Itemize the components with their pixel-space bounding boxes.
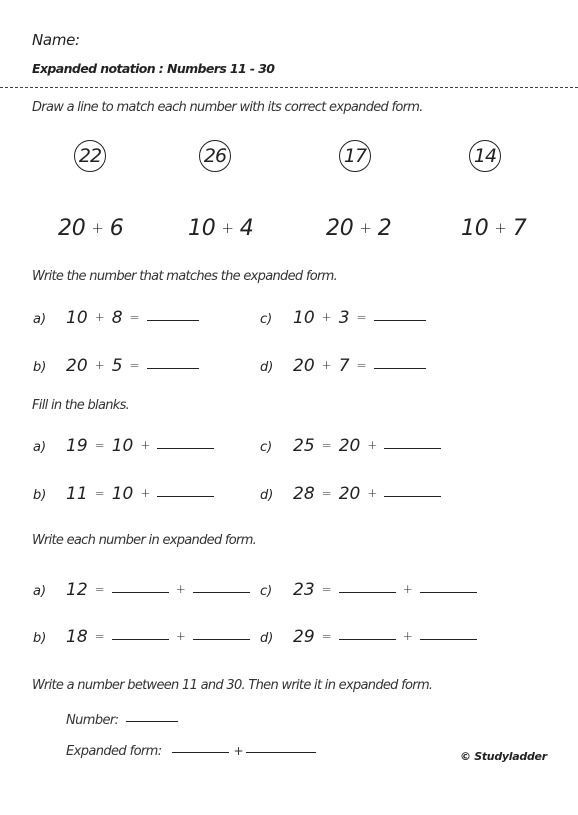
question-row bbox=[260, 308, 426, 328]
number-circle-value: 14 bbox=[473, 145, 497, 167]
plus-sign: + bbox=[221, 219, 234, 237]
question-row bbox=[260, 580, 477, 600]
question-label: b) bbox=[33, 488, 47, 503]
question-row bbox=[33, 356, 199, 376]
equals-sign: = bbox=[321, 486, 332, 500]
question-label: a) bbox=[33, 584, 47, 599]
section4-instruction: Write each number in expanded form. bbox=[32, 533, 257, 548]
expanded-form-option[interactable] bbox=[461, 216, 526, 241]
plus-sign: + bbox=[233, 744, 243, 758]
plus-sign: + bbox=[175, 582, 186, 596]
section1-instruction: Draw a line to match each number with its correct expanded form. bbox=[32, 100, 423, 115]
question-label: d) bbox=[260, 488, 274, 503]
tens-part: 20 bbox=[326, 216, 354, 241]
number-circle-14[interactable] bbox=[469, 140, 501, 172]
tens-value: 10 bbox=[111, 484, 134, 504]
tens-part: 10 bbox=[188, 216, 216, 241]
answer-blank[interactable] bbox=[374, 319, 426, 321]
ones-value: 3 bbox=[338, 308, 350, 328]
dashed-divider bbox=[0, 87, 578, 88]
ones-part: 6 bbox=[109, 216, 124, 241]
equals-sign: = bbox=[94, 486, 105, 500]
equals-sign: = bbox=[94, 582, 105, 596]
plus-sign: + bbox=[140, 438, 151, 452]
equals-sign: = bbox=[356, 310, 367, 324]
plus-sign: + bbox=[359, 219, 372, 237]
plus-sign: + bbox=[140, 486, 151, 500]
ones-blank[interactable] bbox=[193, 591, 250, 593]
section2-instruction: Write the number that matches the expanded form. bbox=[32, 269, 338, 284]
answer-blank[interactable] bbox=[157, 447, 214, 449]
name-label: Name: bbox=[32, 31, 80, 49]
question-row bbox=[260, 484, 441, 504]
ones-part: 7 bbox=[512, 216, 527, 241]
number-circle-26[interactable] bbox=[199, 140, 231, 172]
equals-sign: = bbox=[321, 582, 332, 596]
plus-sign: + bbox=[91, 219, 104, 237]
question-row bbox=[260, 436, 441, 456]
plus-sign: + bbox=[367, 438, 378, 452]
ones-blank[interactable] bbox=[420, 591, 477, 593]
number-circle-value: 17 bbox=[343, 145, 367, 167]
question-label: d) bbox=[260, 631, 274, 646]
number-value: 28 bbox=[293, 484, 315, 504]
section5-instruction: Write a number between 11 and 30. Then write it in expanded form. bbox=[32, 678, 433, 693]
plus-sign: + bbox=[367, 486, 378, 500]
question-row bbox=[33, 627, 250, 647]
plus-sign: + bbox=[321, 358, 332, 372]
question-row bbox=[260, 627, 477, 647]
ones-part: 2 bbox=[377, 216, 392, 241]
number-value: 19 bbox=[66, 436, 88, 456]
answer-blank[interactable] bbox=[147, 319, 199, 321]
expanded-form-option[interactable] bbox=[188, 216, 253, 241]
plus-sign: + bbox=[94, 358, 105, 372]
tens-value: 10 bbox=[111, 436, 134, 456]
ones-blank[interactable] bbox=[193, 638, 250, 640]
equals-sign: = bbox=[94, 629, 105, 643]
answer-blank[interactable] bbox=[157, 495, 214, 497]
question-row bbox=[33, 308, 199, 328]
tens-value: 10 bbox=[293, 308, 315, 328]
tens-value: 10 bbox=[66, 308, 88, 328]
expanded-form-label: Expanded form: bbox=[66, 744, 162, 759]
equals-sign: = bbox=[321, 438, 332, 452]
answer-blank[interactable] bbox=[384, 495, 441, 497]
number-value: 23 bbox=[293, 580, 315, 600]
number-value: 25 bbox=[293, 436, 315, 456]
number-value: 12 bbox=[66, 580, 88, 600]
ones-value: 7 bbox=[338, 356, 350, 376]
ones-value: 8 bbox=[111, 308, 123, 328]
question-label: a) bbox=[33, 312, 47, 327]
answer-blank[interactable] bbox=[147, 367, 199, 369]
equals-sign: = bbox=[356, 358, 367, 372]
plus-sign: + bbox=[175, 629, 186, 643]
tens-blank[interactable] bbox=[339, 638, 396, 640]
tens-value: 20 bbox=[338, 436, 361, 456]
plus-sign: + bbox=[321, 310, 332, 324]
equals-sign: = bbox=[129, 310, 140, 324]
answer-blank[interactable] bbox=[374, 367, 426, 369]
tens-value: 20 bbox=[66, 356, 88, 376]
ones-blank[interactable] bbox=[246, 751, 316, 753]
tens-value: 20 bbox=[338, 484, 361, 504]
question-label: a) bbox=[33, 440, 47, 455]
tens-blank[interactable] bbox=[112, 591, 169, 593]
question-label: c) bbox=[260, 440, 273, 455]
expanded-form-field-row bbox=[66, 744, 316, 759]
tens-blank[interactable] bbox=[172, 751, 229, 753]
ones-blank[interactable] bbox=[420, 638, 477, 640]
plus-sign: + bbox=[402, 582, 413, 596]
number-value: 11 bbox=[66, 484, 88, 504]
copyright-text: © Studyladder bbox=[460, 750, 547, 763]
plus-sign: + bbox=[94, 310, 105, 324]
answer-blank[interactable] bbox=[384, 447, 441, 449]
number-value: 29 bbox=[293, 627, 315, 647]
question-row bbox=[33, 484, 214, 504]
number-circle-22[interactable] bbox=[74, 140, 106, 172]
number-value: 18 bbox=[66, 627, 88, 647]
question-label: d) bbox=[260, 360, 274, 375]
question-label: b) bbox=[33, 631, 47, 646]
worksheet-title: Expanded notation : Numbers 11 - 30 bbox=[32, 61, 275, 76]
tens-blank[interactable] bbox=[339, 591, 396, 593]
question-row bbox=[33, 436, 214, 456]
number-field-row bbox=[66, 713, 178, 728]
question-label: c) bbox=[260, 312, 273, 327]
plus-sign: + bbox=[494, 219, 507, 237]
equals-sign: = bbox=[321, 629, 332, 643]
number-blank[interactable] bbox=[126, 720, 178, 722]
equals-sign: = bbox=[94, 438, 105, 452]
section3-instruction: Fill in the blanks. bbox=[32, 398, 130, 413]
tens-part: 20 bbox=[58, 216, 86, 241]
expanded-form-option[interactable] bbox=[58, 216, 123, 241]
tens-part: 10 bbox=[461, 216, 489, 241]
tens-value: 20 bbox=[293, 356, 315, 376]
question-row bbox=[260, 356, 426, 376]
question-label: c) bbox=[260, 584, 273, 599]
plus-sign: + bbox=[402, 629, 413, 643]
ones-value: 5 bbox=[111, 356, 123, 376]
number-circle-17[interactable] bbox=[339, 140, 371, 172]
number-circle-value: 22 bbox=[78, 145, 102, 167]
equals-sign: = bbox=[129, 358, 140, 372]
question-row bbox=[33, 580, 250, 600]
number-label: Number: bbox=[66, 713, 119, 728]
expanded-form-option[interactable] bbox=[326, 216, 391, 241]
ones-part: 4 bbox=[239, 216, 254, 241]
number-circle-value: 26 bbox=[203, 145, 227, 167]
tens-blank[interactable] bbox=[112, 638, 169, 640]
question-label: b) bbox=[33, 360, 47, 375]
